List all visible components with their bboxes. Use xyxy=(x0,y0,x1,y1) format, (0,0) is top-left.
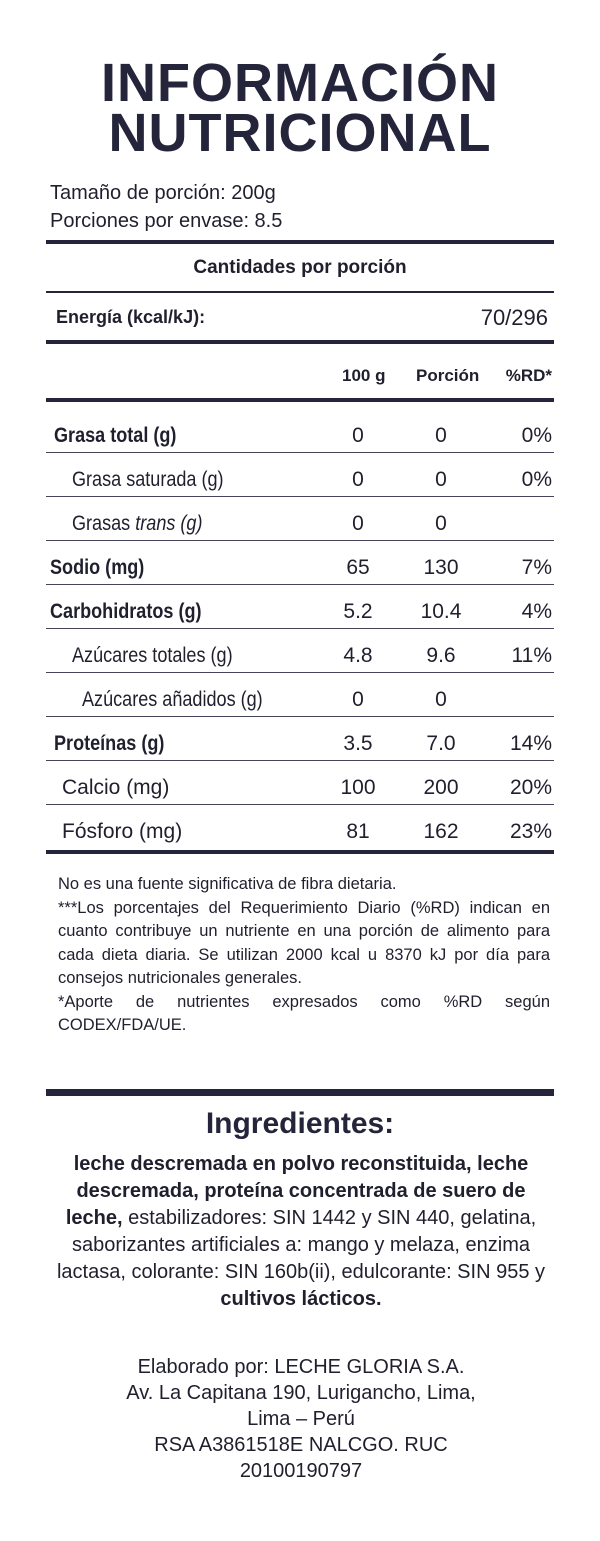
serving-size: Tamaño de porción: 200g xyxy=(50,182,276,204)
row-divider xyxy=(46,496,554,497)
value-per-portion: 0 xyxy=(435,424,447,447)
fiber-note: No es una fuente significativa de fibra dietaria. xyxy=(58,875,397,893)
value-per-portion: 130 xyxy=(423,556,459,579)
maker-line-1: Elaborado por: LECHE GLORIA S.A. xyxy=(137,1356,465,1378)
energy-label: Energía (kcal/kJ): xyxy=(56,307,206,327)
row-divider xyxy=(46,584,554,585)
divider xyxy=(46,340,554,344)
row-divider xyxy=(46,540,554,541)
column-header-portion: Porción xyxy=(416,366,480,385)
nutrient-label xyxy=(72,644,233,668)
ingredients-regular-part: estabilizadores: SIN 1442 y SIN 440, gelatina, saborizantes artificiales a: mango y melaza, enzima lactasa, colorante: SIN 160b(ii), edulcorante: SIN 955 y xyxy=(56,1207,546,1283)
value-per-portion: 0 xyxy=(435,468,447,491)
divider xyxy=(46,240,554,244)
manufacturer-info xyxy=(56,1354,546,1484)
nutrient-label xyxy=(50,600,202,624)
value-rd: 14% xyxy=(509,732,552,755)
value-per-100g: 0 xyxy=(352,688,364,711)
footnotes xyxy=(58,873,550,1038)
value-per-100g: 0 xyxy=(352,512,364,535)
value-rd: 4% xyxy=(521,600,552,623)
nutrient-label xyxy=(54,732,164,756)
nutrient-label-text: Sodio (mg) xyxy=(50,556,145,579)
nutrient-label xyxy=(82,688,263,712)
row-divider xyxy=(46,804,554,805)
nutrient-label xyxy=(62,776,169,800)
value-rd: 20% xyxy=(509,776,552,799)
value-per-portion: 10.4 xyxy=(420,600,462,623)
value-rd: 11% xyxy=(511,644,552,667)
nutrient-label xyxy=(54,424,176,448)
row-divider xyxy=(46,672,554,673)
divider xyxy=(46,398,554,402)
column-header-rd: %RD* xyxy=(505,366,552,385)
maker-line-4: RSA A3861518E NALCGO. RUC xyxy=(154,1434,448,1456)
ingredients-bold-part: leche descremada en polvo reconstituida, leche descremada, proteína concentrada de suero de leche, xyxy=(65,1153,529,1229)
nutrient-label-text: Azúcares totales (g) xyxy=(72,644,233,667)
divider xyxy=(46,850,554,854)
maker-line-5: 20100190797 xyxy=(239,1460,363,1482)
page-title xyxy=(0,53,600,163)
column-header-100g: 100 g xyxy=(342,366,386,385)
servings-per-container: Porciones por envase: 8.5 xyxy=(50,210,283,232)
value-per-100g: 3.5 xyxy=(343,732,373,755)
value-per-100g: 81 xyxy=(346,820,370,843)
divider xyxy=(46,1089,554,1096)
value-per-100g: 5.2 xyxy=(343,600,373,623)
ingredients-title: Ingredientes: xyxy=(205,1107,395,1140)
value-per-portion: 7.0 xyxy=(426,732,456,755)
codex-note: *Aporte de nutrientes expresados como %RD según CODEX/FDA/UE. xyxy=(58,992,550,1034)
nutrient-label xyxy=(50,556,144,580)
value-rd: 0% xyxy=(521,468,552,491)
title-line-1: INFORMACIÓN xyxy=(101,53,499,113)
nutrient-label-italic: trans (g) xyxy=(135,512,203,535)
row-divider xyxy=(46,716,554,717)
value-per-portion: 200 xyxy=(423,776,459,799)
value-rd: 0% xyxy=(521,424,552,447)
amounts-header: Cantidades por porción xyxy=(193,257,407,278)
energy-value: 70/296 xyxy=(480,305,548,330)
value-per-portion: 9.6 xyxy=(426,644,456,667)
value-per-100g: 65 xyxy=(346,556,370,579)
nutrient-label-text: Proteínas (g) xyxy=(54,732,165,755)
value-per-100g: 0 xyxy=(352,468,364,491)
nutrient-label-text: Grasa total (g) xyxy=(54,424,177,447)
nutrient-label xyxy=(62,820,182,844)
value-per-portion: 162 xyxy=(423,820,459,843)
title-line-2: NUTRICIONAL xyxy=(108,103,492,163)
value-per-portion: 0 xyxy=(435,688,447,711)
nutrient-label xyxy=(72,512,202,536)
nutrient-label-text: Grasas xyxy=(72,512,136,535)
maker-line-2: Av. La Capitana 190, Lurigancho, Lima, xyxy=(126,1382,476,1404)
row-divider xyxy=(46,452,554,453)
divider xyxy=(46,291,554,293)
ingredients-bold-end: cultivos lácticos. xyxy=(220,1288,382,1310)
maker-line-3: Lima – Perú xyxy=(247,1408,355,1430)
value-per-100g: 4.8 xyxy=(343,644,373,667)
value-per-100g: 0 xyxy=(352,424,364,447)
value-rd: 7% xyxy=(521,556,552,579)
nutrient-label-text: Fósforo (mg) xyxy=(62,820,183,843)
nutrient-label-text: Azúcares añadidos (g) xyxy=(82,688,263,711)
nutrient-label-text: Calcio (mg) xyxy=(62,776,170,799)
nutrient-label xyxy=(72,468,224,492)
ingredients-text xyxy=(56,1151,546,1313)
row-divider xyxy=(46,760,554,761)
nutrient-label-text: Carbohidratos (g) xyxy=(50,600,202,623)
value-per-100g: 100 xyxy=(340,776,376,799)
value-rd: 23% xyxy=(509,820,552,843)
value-per-portion: 0 xyxy=(435,512,447,535)
rd-explanation-note: ***Los porcentajes del Requerimiento Diario (%RD) indican en cuanto contribuye un nutriente en una porción de alimento para cada dieta diaria. Se utilizan 2000 kcal u 8370 kJ por día para consejos nutricionales generales. xyxy=(58,898,550,987)
nutrient-label-text: Grasa saturada (g) xyxy=(72,468,224,491)
row-divider xyxy=(46,628,554,629)
table-row xyxy=(46,810,554,854)
